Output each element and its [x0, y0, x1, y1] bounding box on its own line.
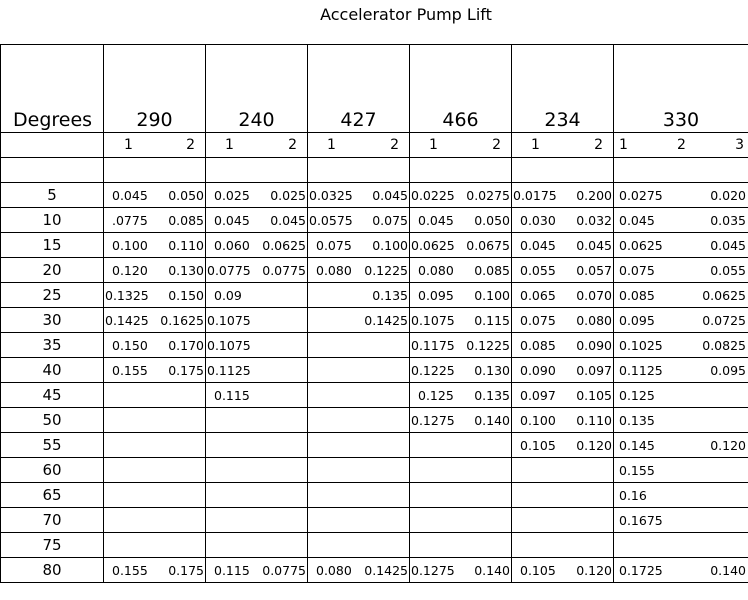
value-cell [308, 333, 410, 358]
degree-cell: 15 [1, 233, 104, 258]
value: 0.045 [112, 187, 148, 203]
table-row [1, 558, 748, 583]
value-cell [308, 483, 410, 508]
value: 0.050 [474, 212, 510, 228]
value-cell [410, 558, 512, 583]
table-row [1, 408, 748, 433]
value: 0.150 [168, 287, 204, 303]
value: 0.045 [619, 212, 655, 228]
value-cell [308, 208, 410, 233]
value: 0.200 [576, 187, 612, 203]
value: 0.090 [520, 362, 556, 378]
value: 0.0675 [466, 237, 510, 253]
value: 0.1075 [207, 312, 251, 328]
degree-cell: 60 [1, 458, 104, 483]
value-cell [512, 558, 614, 583]
value-cell [308, 408, 410, 433]
value-cell [614, 458, 748, 483]
value: 0.100 [112, 237, 148, 253]
value-cell [206, 558, 308, 583]
value: 0.060 [214, 237, 250, 253]
value: 0.1075 [411, 312, 455, 328]
group-header: 234 [512, 45, 614, 133]
value-cell [512, 208, 614, 233]
value-cell [410, 508, 512, 533]
value-cell [512, 333, 614, 358]
value: 0.097 [520, 387, 556, 403]
table-row [1, 508, 748, 533]
value: 0.09 [214, 287, 242, 303]
blank-cell [104, 158, 206, 183]
value: .0775 [112, 212, 148, 228]
value: 0.1125 [619, 362, 663, 378]
degree-cell: 65 [1, 483, 104, 508]
value-cell [410, 433, 512, 458]
value-cell [206, 208, 308, 233]
value-cell [410, 458, 512, 483]
value: 0.065 [520, 287, 556, 303]
value: 0.085 [619, 287, 655, 303]
table-row [1, 483, 748, 508]
value-cell [104, 333, 206, 358]
value-cell [614, 508, 748, 533]
value: 0.0625 [262, 237, 306, 253]
table-row [1, 233, 748, 258]
value: 0.075 [619, 262, 655, 278]
value-cell [104, 408, 206, 433]
degree-cell: 55 [1, 433, 104, 458]
value: 0.050 [168, 187, 204, 203]
value-cell [206, 358, 308, 383]
value: 0.100 [372, 237, 408, 253]
value: 0.105 [576, 387, 612, 403]
value: 0.140 [474, 562, 510, 578]
subheader-cell [308, 133, 410, 158]
value-cell [614, 483, 748, 508]
value: 0.0775 [207, 262, 251, 278]
value: 0.045 [372, 187, 408, 203]
value: 0.100 [474, 287, 510, 303]
value-cell [308, 433, 410, 458]
value: 0.0725 [702, 312, 746, 328]
value-cell [410, 208, 512, 233]
value: 0.085 [168, 212, 204, 228]
value: 0.140 [474, 412, 510, 428]
value: 0.057 [576, 262, 612, 278]
value-cell [614, 358, 748, 383]
value: 0.1275 [411, 562, 455, 578]
value: 0.150 [112, 337, 148, 353]
blank-cell [614, 158, 748, 183]
subheader-cell [206, 133, 308, 158]
value: 0.16 [619, 487, 647, 503]
value: 0.0175 [513, 187, 557, 203]
value-cell [104, 558, 206, 583]
blank-row [1, 158, 748, 183]
value: 0.130 [474, 362, 510, 378]
table-row [1, 283, 748, 308]
degree-cell: 5 [1, 183, 104, 208]
value: 0.1025 [619, 337, 663, 353]
value: 0.155 [112, 362, 148, 378]
value-cell [206, 408, 308, 433]
value: 0.110 [168, 237, 204, 253]
blank-cell [206, 158, 308, 183]
value-cell [206, 183, 308, 208]
value: 0.045 [270, 212, 306, 228]
value-cell [104, 383, 206, 408]
subheader-label: 1 [531, 137, 540, 153]
value-cell [614, 283, 748, 308]
value: 0.075 [520, 312, 556, 328]
value: 0.0275 [466, 187, 510, 203]
value-cell [410, 383, 512, 408]
value-cell [308, 283, 410, 308]
subheader-label: 1 [619, 137, 628, 153]
table-row [1, 458, 748, 483]
value-cell [410, 258, 512, 283]
value: 0.045 [214, 212, 250, 228]
value: 0.055 [710, 262, 746, 278]
table-row [1, 433, 748, 458]
value-cell [512, 483, 614, 508]
value: 0.1075 [207, 337, 251, 353]
value: 0.1425 [364, 562, 408, 578]
value-cell [614, 208, 748, 233]
value: 0.0775 [262, 562, 306, 578]
subheader-label: 2 [594, 137, 603, 153]
value: 0.110 [576, 412, 612, 428]
group-header: 330 [614, 45, 748, 133]
subheader-label: 1 [327, 137, 336, 153]
value-cell [104, 233, 206, 258]
subheader-label: 1 [225, 137, 234, 153]
value-cell [104, 508, 206, 533]
value: 0.0825 [702, 337, 746, 353]
value: 0.1275 [411, 412, 455, 428]
value: 0.170 [168, 337, 204, 353]
value: 0.045 [418, 212, 454, 228]
value-cell [206, 333, 308, 358]
value-cell [512, 233, 614, 258]
value-cell [104, 483, 206, 508]
value: 0.030 [520, 212, 556, 228]
degree-cell: 75 [1, 533, 104, 558]
page-title: Accelerator Pump Lift [320, 5, 492, 24]
value: 0.075 [316, 237, 352, 253]
value: 0.115 [474, 312, 510, 328]
value-cell [614, 433, 748, 458]
value-cell [308, 358, 410, 383]
value-cell [308, 383, 410, 408]
value-cell [410, 408, 512, 433]
value: 0.045 [576, 237, 612, 253]
value: 0.0625 [619, 237, 663, 253]
value: 0.095 [418, 287, 454, 303]
blank-cell [410, 158, 512, 183]
table-row [1, 308, 748, 333]
value-cell [206, 508, 308, 533]
value: 0.175 [168, 362, 204, 378]
subheader-label: 2 [390, 137, 399, 153]
value: 0.120 [576, 562, 612, 578]
value: 0.1225 [466, 337, 510, 353]
value-cell [512, 533, 614, 558]
subheader-label: 2 [677, 137, 686, 153]
value-cell [410, 358, 512, 383]
degree-cell: 45 [1, 383, 104, 408]
value-cell [512, 258, 614, 283]
group-header: 466 [410, 45, 512, 133]
subheader-label: 1 [124, 137, 133, 153]
value: 0.155 [112, 562, 148, 578]
value: 0.075 [372, 212, 408, 228]
value-cell [104, 308, 206, 333]
value-cell [614, 533, 748, 558]
subheader-label: 2 [288, 137, 297, 153]
degree-cell: 35 [1, 333, 104, 358]
subheader-label: 1 [429, 137, 438, 153]
value: 0.1175 [411, 337, 455, 353]
value-cell [410, 183, 512, 208]
value-cell [614, 333, 748, 358]
value: 0.120 [576, 437, 612, 453]
value-cell [512, 283, 614, 308]
subheader-label: 2 [186, 137, 195, 153]
value-cell [614, 383, 748, 408]
value-cell [308, 458, 410, 483]
value-cell [206, 483, 308, 508]
value: 0.1125 [207, 362, 251, 378]
table-row [1, 258, 748, 283]
degree-cell: 10 [1, 208, 104, 233]
value: 0.025 [270, 187, 306, 203]
degree-cell: 25 [1, 283, 104, 308]
value-cell [104, 208, 206, 233]
value: 0.0625 [702, 287, 746, 303]
table-row [1, 383, 748, 408]
value-cell [206, 383, 308, 408]
header-row [1, 45, 748, 133]
table-row [1, 358, 748, 383]
value-cell [614, 258, 748, 283]
value: 0.020 [710, 187, 746, 203]
value: 0.125 [418, 387, 454, 403]
degree-cell: 30 [1, 308, 104, 333]
value-cell [104, 433, 206, 458]
subheader-cell [614, 133, 748, 158]
value-cell [206, 458, 308, 483]
value-cell [104, 258, 206, 283]
value: 0.130 [168, 262, 204, 278]
degree-cell: 70 [1, 508, 104, 533]
value: 0.135 [619, 412, 655, 428]
value-cell [104, 183, 206, 208]
degrees-header: Degrees [1, 45, 104, 133]
table-row [1, 333, 748, 358]
value-cell [410, 333, 512, 358]
value-cell [614, 183, 748, 208]
value-cell [512, 408, 614, 433]
subheader-label: 2 [492, 137, 501, 153]
table-row [1, 183, 748, 208]
value-cell [410, 483, 512, 508]
value: 0.095 [710, 362, 746, 378]
value: 0.0275 [619, 187, 663, 203]
value: 0.0225 [411, 187, 455, 203]
value-cell [410, 308, 512, 333]
value-cell [308, 233, 410, 258]
blank-cell [308, 158, 410, 183]
value-cell [410, 533, 512, 558]
value-cell [614, 233, 748, 258]
blank-cell [1, 158, 104, 183]
value: 0.095 [619, 312, 655, 328]
value: 0.0575 [309, 212, 353, 228]
subheader-empty [1, 133, 104, 158]
value-cell [206, 533, 308, 558]
value-cell [206, 283, 308, 308]
value-cell [104, 283, 206, 308]
value: 0.100 [520, 412, 556, 428]
value: 0.080 [576, 312, 612, 328]
value: 0.025 [214, 187, 250, 203]
value-cell [308, 558, 410, 583]
value-cell [104, 458, 206, 483]
value: 0.155 [619, 462, 655, 478]
value-cell [512, 508, 614, 533]
value: 0.1225 [364, 262, 408, 278]
value: 0.1425 [364, 312, 408, 328]
value: 0.035 [710, 212, 746, 228]
degree-cell: 80 [1, 558, 104, 583]
group-header: 240 [206, 45, 308, 133]
value: 0.090 [576, 337, 612, 353]
subheader-label: 3 [735, 137, 744, 153]
group-header: 290 [104, 45, 206, 133]
value: 0.1425 [105, 312, 149, 328]
value: 0.120 [112, 262, 148, 278]
value-cell [308, 183, 410, 208]
value: 0.085 [520, 337, 556, 353]
value: 0.1325 [105, 287, 149, 303]
value-cell [410, 283, 512, 308]
value: 0.032 [576, 212, 612, 228]
value: 0.135 [372, 287, 408, 303]
degree-cell: 50 [1, 408, 104, 433]
value-cell [512, 183, 614, 208]
value: 0.135 [474, 387, 510, 403]
value: 0.070 [576, 287, 612, 303]
value-cell [512, 308, 614, 333]
value-cell [410, 233, 512, 258]
value: 0.045 [520, 237, 556, 253]
value: 0.080 [316, 562, 352, 578]
value: 0.115 [214, 387, 250, 403]
table-row [1, 533, 748, 558]
value: 0.085 [474, 262, 510, 278]
value-cell [104, 358, 206, 383]
value: 0.1625 [160, 312, 204, 328]
value: 0.080 [418, 262, 454, 278]
value: 0.0775 [262, 262, 306, 278]
value: 0.045 [710, 237, 746, 253]
value-cell [512, 383, 614, 408]
value: 0.097 [576, 362, 612, 378]
degree-cell: 40 [1, 358, 104, 383]
value: 0.1725 [619, 562, 663, 578]
subheader-row [1, 133, 748, 158]
value-cell [308, 533, 410, 558]
subheader-cell [512, 133, 614, 158]
value-cell [308, 308, 410, 333]
blank-cell [512, 158, 614, 183]
value-cell [206, 433, 308, 458]
value: 0.0625 [411, 237, 455, 253]
value-cell [206, 308, 308, 333]
value: 0.055 [520, 262, 556, 278]
pump-lift-table [0, 44, 748, 583]
value: 0.140 [710, 562, 746, 578]
group-header: 427 [308, 45, 410, 133]
value: 0.145 [619, 437, 655, 453]
value: 0.1225 [411, 362, 455, 378]
value-cell [512, 433, 614, 458]
value-cell [512, 458, 614, 483]
value: 0.105 [520, 437, 556, 453]
value-cell [512, 358, 614, 383]
value-cell [206, 258, 308, 283]
value: 0.0325 [309, 187, 353, 203]
value-cell [104, 533, 206, 558]
subheader-cell [104, 133, 206, 158]
value-cell [308, 508, 410, 533]
value-cell [614, 558, 748, 583]
value: 0.115 [214, 562, 250, 578]
value: 0.080 [316, 262, 352, 278]
value: 0.175 [168, 562, 204, 578]
value: 0.120 [710, 437, 746, 453]
value-cell [206, 233, 308, 258]
degree-cell: 20 [1, 258, 104, 283]
value: 0.105 [520, 562, 556, 578]
value-cell [308, 258, 410, 283]
subheader-cell [410, 133, 512, 158]
table-row [1, 208, 748, 233]
value: 0.125 [619, 387, 655, 403]
value-cell [614, 308, 748, 333]
value: 0.1675 [619, 512, 663, 528]
value-cell [614, 408, 748, 433]
